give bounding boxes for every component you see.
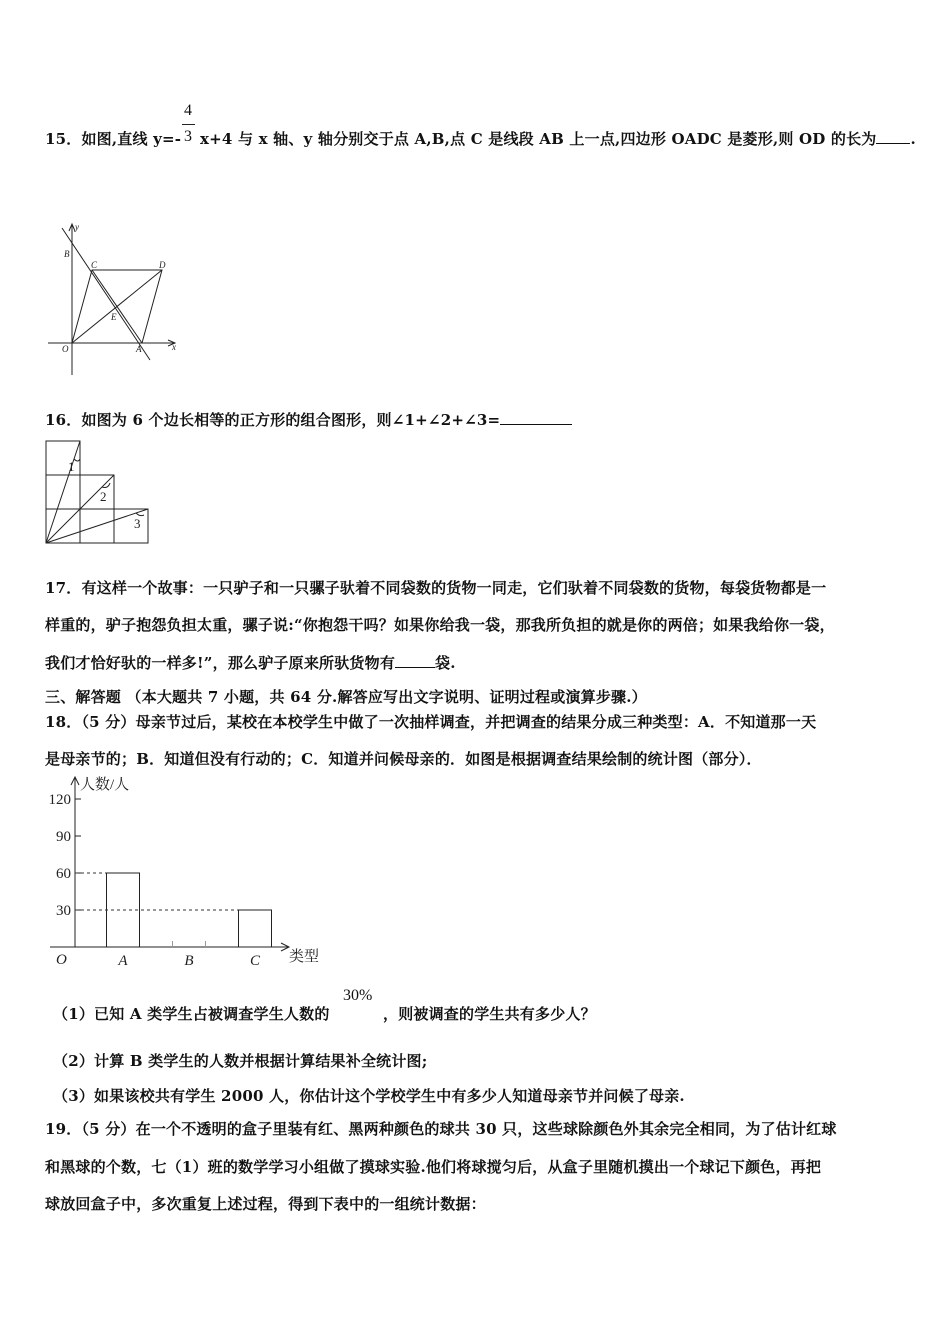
q15-label-x: x: [172, 342, 176, 352]
q15-label-e: E: [111, 312, 117, 322]
q19-line-1: 19．（5 分）在一个不透明的盒子里装有红、黑两种颜色的球共 30 只，这些球除颜色外其余完全相同，为了估计红球: [45, 1120, 837, 1138]
q15-label-o: O: [62, 344, 69, 354]
q15-label-c: C: [91, 260, 98, 270]
q18-sub-1-after: ，则被调查的学生共有多少人？: [383, 1005, 596, 1023]
q15-text-after: [200, 128, 916, 149]
q15-label-y: y: [75, 222, 79, 232]
q16-diagonal-3: [46, 509, 148, 543]
chart-category-A: A: [118, 953, 128, 969]
q16-figure: [44, 439, 154, 549]
q17-line-3-before: 我们才恰好驮的一样多!”，那么驴子原来所驮货物有: [45, 654, 396, 672]
q15-fraction-denominator: 3: [184, 128, 192, 145]
q15-diagonal-ca: [92, 270, 142, 343]
q16-text-span: 16．如图为 6 个边长相等的正方形的组合图形，则∠1+∠2+∠3=: [45, 411, 501, 429]
q15-text-end: .: [910, 130, 916, 148]
q16-label-1: 1: [68, 459, 75, 474]
q15-label-b: B: [64, 249, 70, 259]
q16-square-6: [114, 509, 148, 543]
chart-ytick-label-0: 30: [56, 903, 71, 919]
q18-percent: 30%: [343, 987, 373, 1004]
q15-label-d: D: [159, 260, 166, 270]
chart-xlabel: 类型: [289, 949, 320, 965]
q15-fraction-bar: [182, 124, 195, 125]
q17-line-3-after: 袋.: [435, 654, 456, 672]
q19-line-3: 球放回盒子中，多次重复上述过程，得到下表中的一组统计数据：: [45, 1195, 486, 1213]
q17-line-3: [45, 652, 456, 673]
q15-fraction-numerator: 4: [184, 102, 192, 119]
q18-sub-3: （3）如果该校共有学生 2000 人，你估计这个学校学生中有多少人知道母亲节并问候了母亲.: [53, 1087, 685, 1105]
q15-text-before: 15．如图,直线 y=-: [45, 130, 182, 148]
chart-bar-C: [239, 910, 272, 947]
q17-answer-blank: [395, 666, 435, 668]
q17-line-2: 样重的，驴子抱怨负担太重，骡子说:“你抱怨干吗？如果你给我一袋，那我所负担的就是你的两倍；如果我给你一袋，: [45, 616, 835, 634]
chart-ytick-label-3: 120: [48, 792, 71, 808]
q18-bar-chart: [30, 772, 340, 977]
q16-text: [45, 409, 572, 430]
q15-figure: [40, 220, 190, 380]
q18-sub-2: （2）计算 B 类学生的人数并根据计算结果补全统计图;: [53, 1052, 428, 1070]
chart-ytick-label-1: 60: [56, 866, 71, 882]
chart-ylabel: 人数/人: [80, 777, 130, 793]
q17-line-1: 17．有这样一个故事：一只驴子和一只骡子驮着不同袋数的货物一同走，它们驮着不同袋数的货物，每袋货物都是一: [45, 579, 827, 597]
section-3-heading: 三、解答题 （本大题共 7 小题，共 64 分.解答应写出文字说明、证明过程或演算步骤.）: [45, 688, 647, 706]
chart-category-B: B: [184, 953, 194, 969]
chart-ytick-label-2: 90: [56, 829, 71, 845]
q16-answer-blank: [500, 423, 572, 425]
q15-label-a: A: [136, 344, 142, 354]
chart-origin-label: O: [56, 952, 67, 968]
q15-answer-blank: [876, 142, 910, 144]
q18-line-2: 是母亲节的；B．知道但没有行动的；C．知道并问候母亲的．如图是根据调查结果绘制的统计图（部分）．: [45, 750, 762, 768]
chart-category-C: C: [249, 953, 261, 969]
q15-text-after-span: x+4 与 x 轴、y 轴分别交于点 A,B,点 C 是线段 AB 上一点,四边形 OADC 是菱形,则 OD 的长为: [200, 130, 877, 148]
q18-line-1: 18．（5 分）母亲节过后，某校在本校学生中做了一次抽样调查，并把调查的结果分成三种类型：A．不知道那一天: [45, 713, 817, 731]
q16-label-3: 3: [134, 516, 141, 531]
q19-line-2: 和黑球的个数，七（1）班的数学学习小组做了摸球实验.他们将球搅匀后，从盒子里随机摸出一个球记下颜色，再把: [45, 1158, 822, 1176]
q16-label-2: 2: [100, 489, 107, 504]
q16-square-1: [46, 441, 80, 475]
q16-diagonal-1: [46, 441, 80, 543]
q16-arc-1: [74, 459, 80, 461]
q18-sub-1-before: （1）已知 A 类学生占被调查学生人数的: [53, 1005, 330, 1023]
